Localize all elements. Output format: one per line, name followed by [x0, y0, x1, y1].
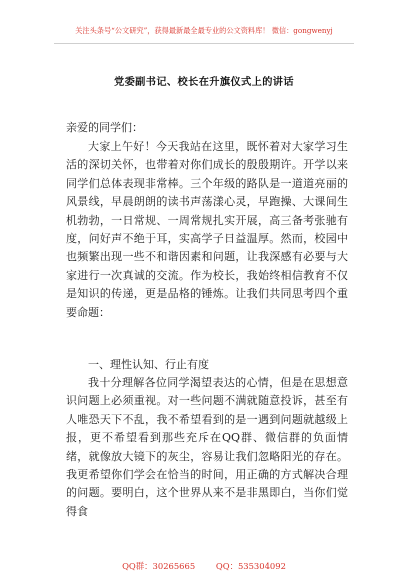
footer-contact: [0, 560, 408, 572]
greeting: 亲爱的同学们：: [66, 121, 143, 134]
footer-qq-group: QQ群：30265665: [122, 561, 196, 571]
header-notice: 关注头条号“公文研究”，获得最新最全最专业的公文资料库！ 微信：gongwenyj: [75, 26, 333, 35]
document-title: 党委副书记、校长在升旗仪式上的讲话: [114, 76, 294, 88]
footer-qq: QQ：535304092: [215, 561, 286, 571]
paragraph-2: 我十分理解各位同学渴望表达的心情，但是在思想意识问题上必须重视。对一些问题不满就随意投诉，甚至有人唯恐天下不乱，我不希望看到的是一遇到问题就越级上报，更不希望看到那些充斥在QQ群、微信群的负面情绪，就像放大镜下的灰尘，容易让我们忽略阳光的存在。我更希望你们学会在恰当的时间，用正确的方式解决合理的问题。要明白，这个世界从来不是非黑即白，当你们觉得食: [66, 376, 348, 518]
section-heading-1: 一、理性认知、行止有度: [88, 358, 209, 371]
header-divider: [54, 43, 354, 44]
paragraph-1: 大家上午好！今天我站在这里，既怀着对大家学习生活的深切关怀，也带着对你们成长的殷殷期许。开学以来同学们总体表现非常棒。三个年级的路队是一道道亮丽的风景线，早晨朗朗的读书声荡漾心灵，早跑操、大课间生机勃勃，一日常规、一周常规扎实开展，高三备考张驰有度，问好声不绝于耳，实高学子日益温厚。然而，校园中也频繁出现一些不和谐因素和问题，让我深感有必要与大家进行一次真诚的交流。作为校长，我始终相信教育不仅是知识的传递，更是品格的锤炼。让我们共同思考四个重要命题：: [66, 140, 348, 319]
